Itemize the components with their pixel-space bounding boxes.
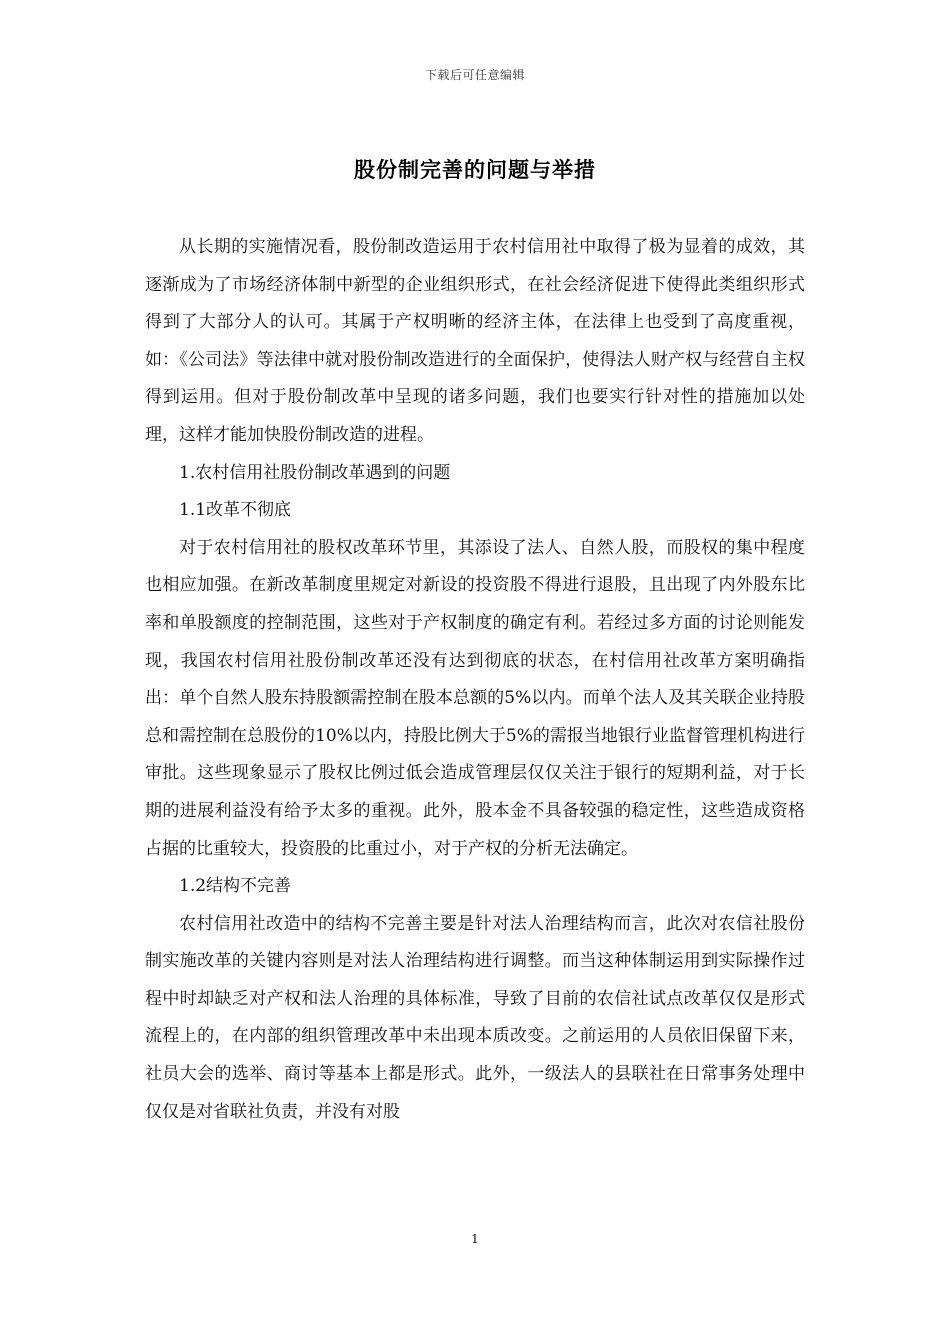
section-1-2-paragraph: 农村信用社改造中的结构不完善主要是针对法人治理结构而言，此次对农信社股份制实施改革的关键内容则是对法人治理结构进行调整。而当这种体制运用到实际操作过程中时却缺乏对产权和法人治理的具体标准，导致了目前的农信社试点改革仅仅是形式流程上的，在内部的组织管理改革中未出现本质改变。之前运用的人员依旧保留下来，社员大会的选举、商讨等基本上都是形式。此外，一级法人的县联社在日常事务处理中仅仅是对省联社负责，并没有对股 — [145, 913, 805, 1122]
page-number: 1 — [471, 1232, 479, 1246]
section-heading-1: 1.农村信用社股份制改革遇到的问题 — [179, 462, 451, 483]
subsection-heading-1-1: 1.1改革不彻底 — [179, 500, 292, 521]
header-note: 下载后可任意编辑 — [424, 68, 525, 82]
document-title: 股份制完善的问题与举措 — [354, 157, 596, 182]
subsection-heading-1-2: 1.2结构不完善 — [179, 876, 292, 897]
section-1-1-paragraph: 对于农村信用社的股权改革环节里，其添设了法人、自然人股，而股权的集中程度也相应加强。在新改革制度里规定对新设的投资股不得进行退股，且出现了内外股东比率和单股额度的控制范围，这些对于产权制度的确定有利。若经过多方面的讨论则能发现，我国农村信用社股份制改革还没有达到彻底的状态，在村信用社改革方案明确指出：单个自然人股东持股额需控制在股本总额的5%以内。而单个法人及其关联企业持股总和需控制在总股份的10%以内，持股比例大于5%的需报当地银行业监督管理机构进行审批。这些现象显示了股权比例过低会造成管理层仅仅关注于银行的短期利益，对于长期的进展利益没有给予太多的重视。此外，股本金不具备较强的稳定性，这些造成资格占据的比重较大，投资股的比重过小，对于产权的分析无法确定。 — [145, 537, 805, 859]
document-body — [145, 229, 805, 1131]
intro-paragraph: 从长期的实施情况看，股份制改造运用于农村信用社中取得了极为显着的成效，其逐渐成为了市场经济体制中新型的企业组织形式，在社会经济促进下使得此类组织形式得到了大部分人的认可。其属于产权明晰的经济主体，在法律上也受到了高度重视，如：《公司法》等法律中就对股份制改造进行的全面保护，使得法人财产权与经营自主权得到运用。但对于股份制改革中呈现的诸多问题，我们也要实行针对性的措施加以处理，这样才能加快股份制改造的进程。 — [145, 237, 805, 445]
